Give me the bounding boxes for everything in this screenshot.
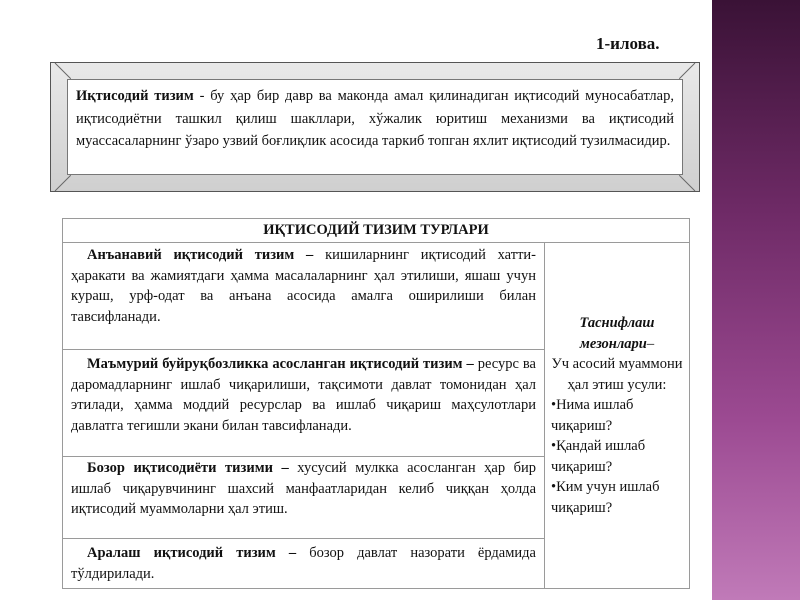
criteria-question: •Қандай ишлаб чиқариш? — [551, 438, 646, 475]
criteria-cell — [545, 243, 690, 589]
table-header: ИҚТИСОДИЙ ТИЗИМ ТУРЛАРИ — [63, 219, 690, 243]
criteria-question: •Нима ишлаб чиқариш? — [551, 397, 634, 434]
type-description: кишиларнинг иқтисодий хатти-ҳаракати ва жамиятдаги ҳамма масалаларнинг ҳал этилиши, яшаш учун кураш, урф-одат ва анъана асосида амалга оширилиши билан тавсифланади. — [71, 247, 536, 325]
economic-system-types-table — [62, 218, 690, 589]
definition-text — [67, 79, 683, 175]
criteria-subtitle: Уч асосий муаммони ҳал этиш усули: — [551, 356, 683, 393]
appendix-label: 1-илова. — [596, 34, 660, 53]
type-command — [63, 350, 545, 457]
type-term: Бозор иқтисодиёти тизими – — [87, 460, 289, 476]
criteria-question: •Ким учун ишлаб чиқариш? — [551, 479, 660, 516]
type-term: Аралаш иқтисодий тизим – — [87, 545, 297, 561]
criteria-title: Таснифлаш мезонлари– — [579, 315, 655, 352]
type-description: хусусий мулкка асосланган ҳар бир ишлаб чиқарувчининг шахсий манфаатларидан келиб чиққан ҳолда иқтисодий муаммоларни ҳал этиш. — [71, 460, 537, 517]
type-term: Анъанавий иқтисодий тизим – — [87, 247, 314, 263]
type-traditional — [63, 243, 545, 350]
type-description: бозор давлат назорати ёрдамида тўлдирилади. — [71, 545, 536, 582]
definition-frame — [50, 62, 700, 192]
definition-term: Иқтисодий тизим — [76, 88, 194, 104]
definition-body: - бу ҳар бир давр ва маконда амал қилинадиган иқтисодий муносабатлар, иқтисодиётни ташкил қилиш шакллари, хўжалик юритиш механизми ва иқтисодий муассасаларнинг ўзаро узвий боғлиқлик асосида таркиб топган яхлит иқтисодий тузилмасидир. — [76, 88, 674, 149]
decorative-side-band — [712, 0, 800, 600]
type-market — [63, 457, 545, 539]
type-term: Маъмурий буйруқбозликка асосланган иқтисодий тизим – — [87, 356, 474, 372]
type-mixed — [63, 539, 545, 589]
type-description: ресурс ва даромадларнинг ишлаб чиқарилиши, тақсимоти давлат томонидан ҳал этилади, ҳамма моддий ресурслар ва ишлаб чиқариш маҳсулотлари давлатга тегишли экани билан тавсифланади. — [71, 356, 536, 434]
